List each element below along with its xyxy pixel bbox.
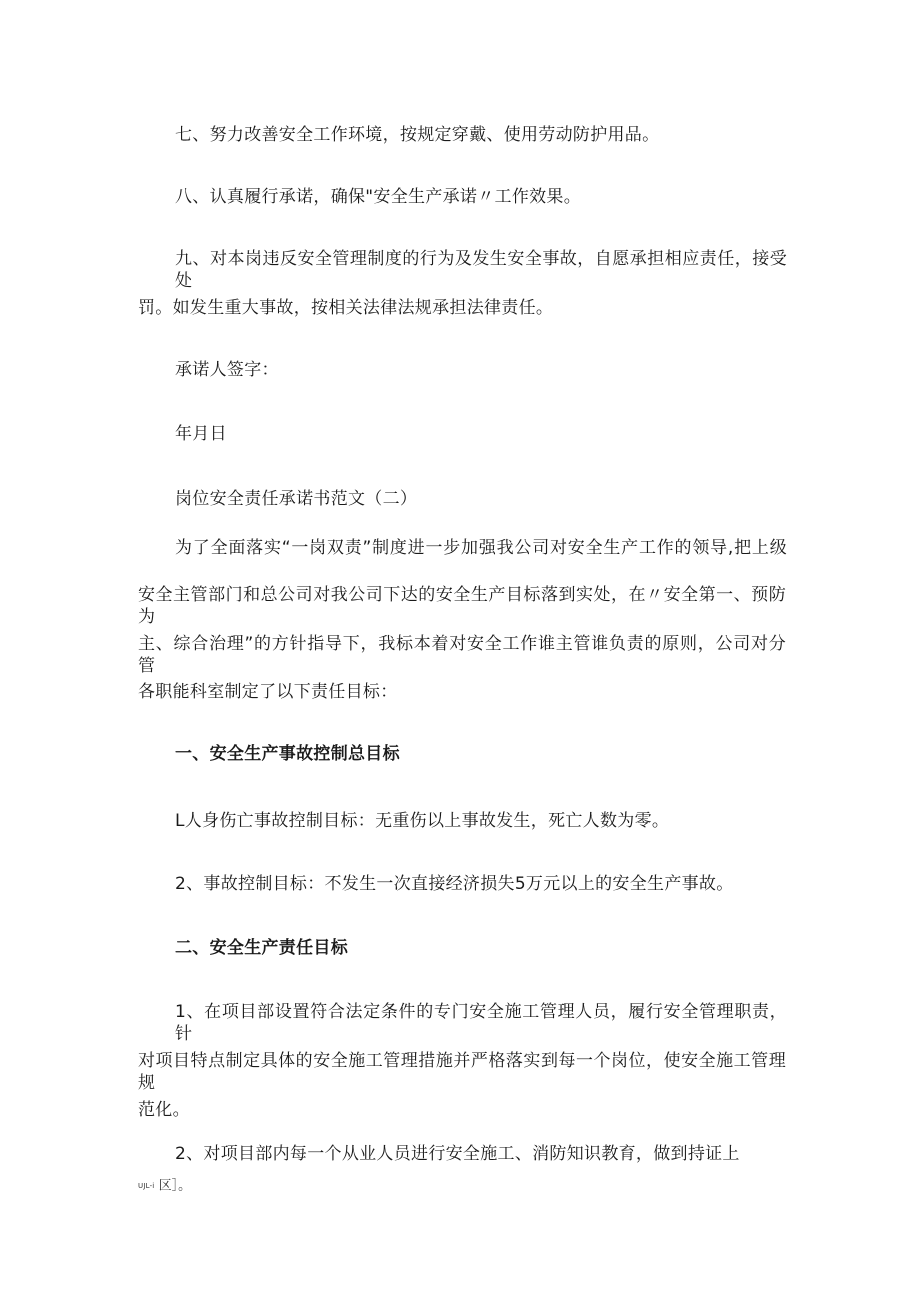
- page-footer: [138, 1178, 191, 1195]
- responsibility-1-line-3: 范化。: [138, 1100, 190, 1120]
- target-item-2: 2、事故控制目标：不发生一次直接经济损失5万元以上的安全生产事故。: [175, 874, 734, 894]
- paragraph-9-line-1: 九、对本岗违反安全管理制度的行为及发生安全事故，自愿承担相应责任，接受处: [175, 249, 787, 291]
- heading-2: 二、安全生产责任目标: [175, 938, 348, 958]
- heading-1: 一、安全生产事故控制总目标: [175, 744, 400, 764]
- footer-small-text: UJL-i: [138, 1182, 155, 1190]
- responsibility-2-line-1: 2、对项目部内每一个从业人员进行安全施工、消防知识教育，做到持证上: [175, 1144, 740, 1164]
- intro-line-3: 主、综合治理”的方针指导下，我标本着对安全工作谁主管谁负责的原则，公司对分管: [138, 634, 786, 676]
- paragraph-9-line-2: 罚。如发生重大事故，按相关法律法规承担法律责任。: [138, 298, 554, 318]
- responsibility-1-line-1: 1、在项目部设置符合法定条件的专门安全施工管理人员，履行安全管理职责，针: [175, 1002, 787, 1044]
- paragraph-8: 八、认真履行承诺，确保"安全生产承诺〃工作效果。: [175, 187, 582, 207]
- signature-label: 承诺人签字：: [175, 360, 279, 380]
- intro-line-2: 安全主管部门和总公司对我公司下达的安全生产目标落到实处，在〃安全第一、预防为: [138, 585, 786, 627]
- target-item-1: L人身伤亡事故控制目标：无重伤以上事故发生，死亡人数为零。: [175, 811, 670, 831]
- paragraph-7: 七、努力改善安全工作环境，按规定穿戴、使用劳动防护用品。: [175, 125, 660, 145]
- section-title: 岗位安全责任承诺书范文（二）: [175, 489, 418, 509]
- responsibility-1-line-2: 对项目特点制定具体的安全施工管理措施并严格落实到每一个岗位，使安全施工管理规: [138, 1051, 786, 1093]
- intro-line-4: 各职能科室制定了以下责任目标：: [138, 682, 398, 702]
- intro-line-1: 为了全面落实“一岗双责”制度进一步加强我公司对安全生产工作的领导,把上级: [175, 538, 787, 558]
- footer-text: 区］。: [158, 1178, 192, 1194]
- date-label: 年月日: [175, 424, 227, 444]
